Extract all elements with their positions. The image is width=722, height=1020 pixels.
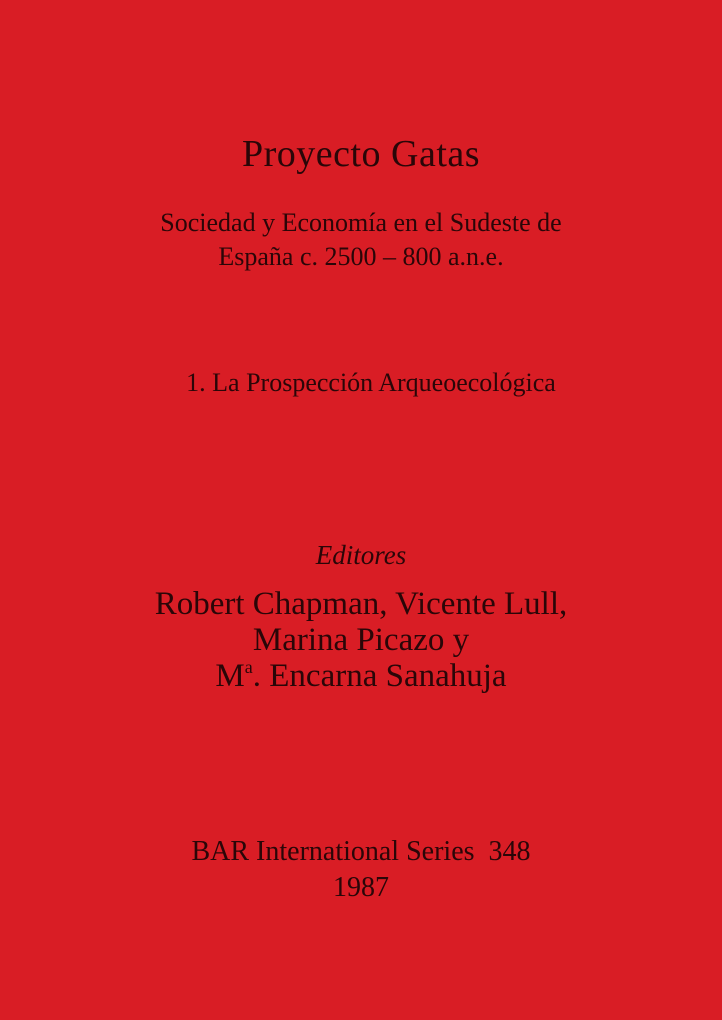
- editors-line-2: Marina Picazo y: [252, 622, 470, 658]
- editors-line-3: [0, 657, 722, 694]
- editors-label: Editores: [315, 540, 407, 570]
- series-label: BAR International Series 348: [191, 836, 531, 867]
- publication-year: 1987: [333, 872, 389, 903]
- book-title: Proyecto Gatas: [241, 133, 481, 175]
- volume-title: 1. La Prospección Arqueoecológica: [186, 368, 556, 397]
- editor-name-superscript: a: [244, 657, 253, 677]
- editor-name-rest: . Encarna Sanahuja: [252, 658, 507, 694]
- subtitle-line-2: España c. 2500 – 800 a.n.e.: [218, 242, 504, 271]
- subtitle-line-1: Sociedad y Economía en el Sudeste de: [160, 208, 562, 237]
- editors-line-1: Robert Chapman, Vicente Lull,: [154, 586, 568, 622]
- editor-name-prefix: M: [215, 658, 245, 694]
